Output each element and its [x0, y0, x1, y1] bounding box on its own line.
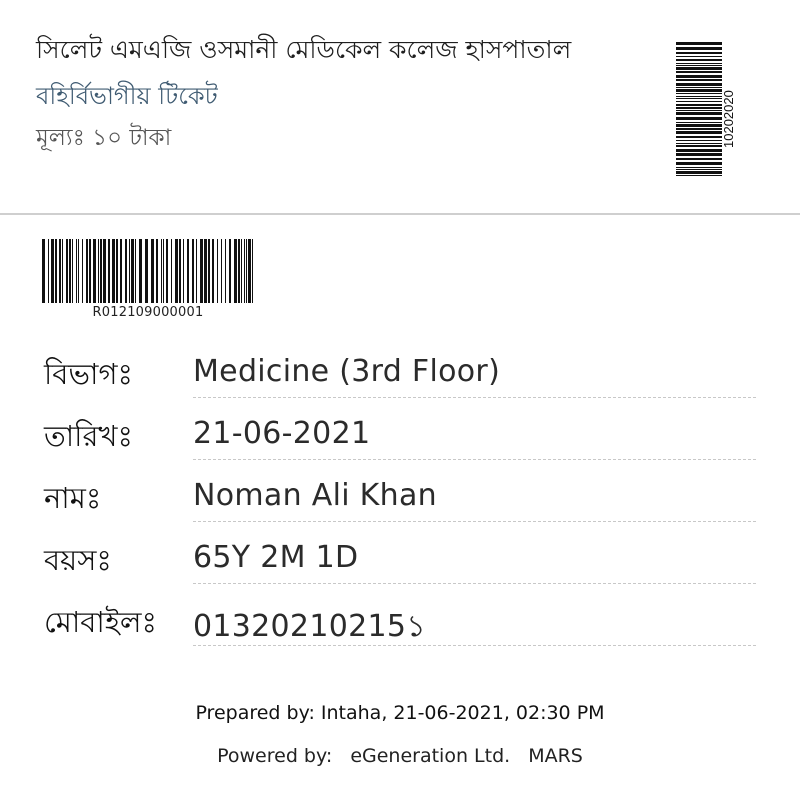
barcode-bar	[217, 239, 218, 303]
barcode-bar	[135, 239, 136, 303]
barcode-bar	[166, 239, 168, 303]
barcode-bar	[676, 79, 722, 81]
barcode-bar	[676, 107, 722, 109]
barcode-bar	[100, 239, 102, 303]
name-value: Noman Ali Khan	[193, 478, 437, 513]
age-label: বয়সঃ	[44, 543, 112, 577]
barcode-number: R012109000001	[92, 305, 204, 320]
barcode-bar	[676, 171, 722, 174]
barcode-bar	[676, 67, 722, 70]
barcode-bar	[676, 162, 722, 165]
date-label: তারিখঃ	[44, 419, 133, 453]
barcode-bar	[116, 239, 118, 303]
barcode-bar	[187, 239, 189, 303]
dashed-underline	[193, 583, 756, 584]
barcode-bar	[175, 239, 178, 303]
barcode-bar	[676, 83, 722, 86]
barcode-bar	[89, 239, 91, 303]
info-row-age	[0, 538, 800, 600]
barcode-bar	[108, 239, 110, 303]
barcode-bar	[676, 158, 722, 160]
barcode-bar	[145, 239, 148, 303]
barcode-bar	[676, 63, 722, 64]
barcode-bar	[204, 239, 207, 303]
barcode-bar	[676, 98, 722, 99]
barcode-bar	[93, 239, 96, 303]
barcode-bar	[125, 239, 127, 303]
ticket-price: মূল্যঃ ১০ টাকা	[36, 125, 172, 151]
powered-by-label: Powered by:	[217, 745, 333, 767]
barcode-bar	[221, 239, 222, 303]
barcode-bar	[676, 175, 722, 176]
barcode-bar	[676, 110, 722, 111]
barcode-bar	[156, 239, 158, 303]
dashed-underline	[193, 645, 756, 646]
barcode-bar	[59, 239, 61, 303]
barcode-bar	[78, 239, 79, 303]
barcode-bar	[161, 239, 162, 303]
barcode-vertical-icon	[676, 42, 742, 176]
barcode-bar	[676, 112, 722, 115]
barcode-bar	[183, 239, 184, 303]
powered-by-product: MARS	[528, 745, 583, 767]
barcode-bar	[676, 124, 722, 127]
barcode-bar	[676, 122, 722, 123]
barcode-bar	[72, 239, 73, 303]
barcode-bar	[98, 239, 99, 303]
barcode-bar	[676, 65, 722, 66]
barcode-bar	[120, 239, 122, 303]
mobile-label: মোবাইলঃ	[44, 605, 157, 639]
barcode-bar	[676, 128, 722, 130]
barcode-vertical-text: 10202020	[721, 90, 736, 148]
barcode-bar	[676, 131, 722, 134]
dashed-underline	[193, 459, 756, 460]
barcode-bar	[676, 149, 722, 152]
barcode-bar	[151, 239, 154, 303]
barcode-bar	[69, 239, 71, 303]
barcode-bar	[676, 153, 722, 156]
date-value: 21-06-2021	[193, 416, 371, 451]
barcode-bar	[238, 239, 240, 303]
barcode-bar	[241, 239, 242, 303]
hospital-name: সিলেট এমএজি ওসমানী মেডিকেল কলেজ হাসপাতাল	[36, 35, 572, 64]
barcode-bar	[229, 239, 231, 303]
barcode-bar	[244, 239, 245, 303]
barcode-bar	[676, 167, 722, 168]
barcode-bar	[676, 52, 722, 54]
barcode-icon	[42, 239, 254, 303]
dashed-underline	[193, 397, 756, 398]
barcode-bar	[42, 239, 45, 303]
barcode-bar	[676, 136, 722, 138]
barcode-bar	[112, 239, 115, 303]
barcode-bar	[676, 71, 722, 73]
barcode-bar	[62, 239, 63, 303]
barcode-bar	[248, 239, 251, 303]
barcode-bar	[676, 104, 722, 106]
barcode-bar	[676, 96, 722, 97]
dashed-underline	[193, 521, 756, 522]
barcode-bar	[676, 145, 722, 147]
barcode-bar	[103, 239, 106, 303]
barcode-bar	[676, 140, 722, 141]
name-label: নামঃ	[44, 481, 102, 515]
barcode-bar	[51, 239, 54, 303]
age-value: 65Y 2M 1D	[193, 540, 359, 575]
barcode-bar	[676, 47, 722, 50]
department-value: Medicine (3rd Floor)	[193, 354, 501, 389]
info-row-mobile	[0, 600, 800, 662]
barcode-bar	[676, 59, 722, 61]
ticket-header	[0, 0, 800, 213]
barcode-bar	[212, 239, 214, 303]
barcode-bar	[55, 239, 57, 303]
header-divider	[0, 213, 800, 215]
barcode-bar	[246, 239, 247, 303]
powered-by	[0, 745, 800, 767]
barcode-bar	[129, 239, 130, 303]
barcode-bar	[86, 239, 88, 303]
barcode-bar	[676, 89, 722, 92]
powered-by-company: eGeneration Ltd.	[350, 745, 511, 767]
mobile-value: 01320210215১	[193, 609, 427, 644]
barcode-bar	[676, 117, 722, 120]
barcode-bar	[676, 169, 722, 170]
barcode-bar	[66, 239, 68, 303]
prepared-by: Prepared by: Intaha, 21-06-2021, 02:30 PM	[195, 702, 605, 724]
barcode-bar	[676, 143, 722, 144]
barcode-bar	[208, 239, 210, 303]
barcode-bar	[82, 239, 83, 303]
ticket-type: বহির্বিভাগীয় টিকেট	[36, 82, 218, 110]
info-row-date	[0, 414, 800, 476]
barcode-bar	[131, 239, 134, 303]
barcode-bar	[192, 239, 194, 303]
barcode-bar	[252, 239, 253, 303]
barcode-bar	[676, 101, 722, 102]
barcode-bar	[179, 239, 181, 303]
barcode-bar	[234, 239, 237, 303]
barcode-bar	[163, 239, 164, 303]
department-label: বিভাগঃ	[44, 357, 133, 391]
barcode-bar	[200, 239, 203, 303]
barcode-bar	[676, 93, 722, 94]
barcode-bar	[196, 239, 197, 303]
barcode-bar	[48, 239, 49, 303]
barcode-bar	[139, 239, 142, 303]
barcode-bar	[676, 75, 722, 78]
barcode-bar	[676, 56, 722, 57]
barcode-bar	[76, 239, 77, 303]
barcode-bar	[676, 87, 722, 88]
info-row-department	[0, 352, 800, 414]
barcode-bar	[676, 42, 722, 45]
info-row-name	[0, 476, 800, 538]
barcode-bar	[225, 239, 226, 303]
barcode-bar	[171, 239, 172, 303]
